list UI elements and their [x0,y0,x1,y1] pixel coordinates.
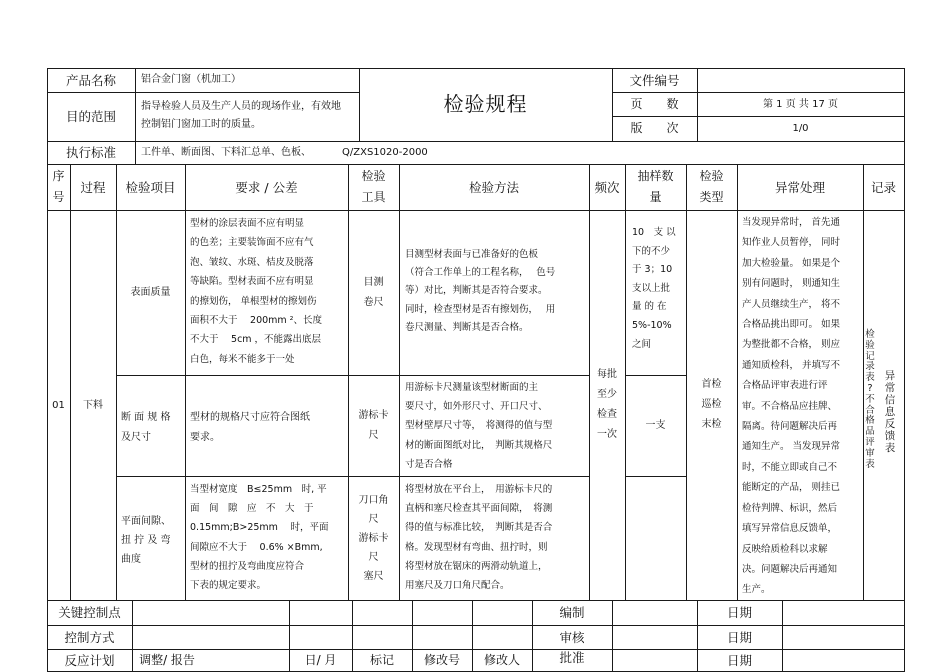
row-no: 01 [52,399,65,411]
rule-col-tool [399,164,400,600]
row1-requirement: 型材的涂层表面不应有明显 的色差；主要装饰面不应有气 泡、皱纹、水斑、桔皮及脱落 等缺陷。型材表面不应有明显 的擦划伤， 单根型材的擦划伤 面积不大于 200mm ²、长度 不大于 5cm ，不能露出底层 白色，每米不能多于一处 [190,218,322,365]
change-no-label: 修改号 [423,652,460,667]
doc-no-value [697,68,904,92]
frequency-cell: 每批 至少 检查 一次 [597,369,617,440]
rule-col-abnormal [863,164,864,600]
rule-col-item [185,164,186,600]
mark-label: 标记 [369,652,394,667]
date-label-approve: 日期 [726,652,752,668]
rule-foot-h [782,600,783,672]
page-value: 第 1 页 共 17 页 [763,98,838,110]
report-label: 调整/ 报告 [139,652,195,667]
key-point-label: 关键控制点 [58,605,121,620]
control-method-label: 控制方式 [64,629,115,645]
standard-label: 执行标准 [65,145,116,160]
row1-method: 目测型材表面与已准备好的色板 （符合工作单上的工程名称， 色号 等）对比，判断其是否符合要求。 同时，检查型材是否有擦划伤， 用 卷尺测量、判断其是否合格。 [405,249,556,333]
row1-item: 表面质量 [130,287,171,298]
rule-hdr-label [135,68,136,141]
standard-value: 工件单、断面图、下料汇总单、色板、 [141,147,311,158]
row2-item: 断 面 规 格 及尺寸 [121,412,171,443]
col-header-no: 序 号 [52,169,65,204]
product-name-value: 铝合金门窗（机加工） [141,74,241,85]
review-label: 审核 [559,629,585,645]
version-value: 1/0 [792,123,809,134]
approve-label: 批准 [559,649,585,665]
page-label: 页 数 [630,96,679,111]
doc-no-label: 文件编号 [629,72,680,88]
feedback-form-label: 异 常 信 息 反 馈 表 [884,370,896,454]
col-header-frequency: 频次 [594,179,620,195]
rule-std-label [135,141,136,164]
abnormal-handling-text: 当发现异常时， 首先通 知作业人员暂停， 同时 加大检验量。 如果是个 别有问题时， 则通知生 产人员继续生产， 将不 合格品挑出即可。 如果 为整批都不合格， 则应 通知质检科， 并填写不 合格品评审表进行评 审。不合格品应挂牌、 隔离。待问题解决后再 通知生产。 当发现异常 时，不能立即或自己不 能断定的产品， 则挂已 检待判牌、标识，然后 填写异常信息反馈单， 反映给质检科以求解 决。问题解决后再通知 生产。 [742,217,841,596]
col-header-method: 检验方法 [468,179,519,195]
rule-foot-f [612,600,613,672]
row2-sample: 一支 [645,420,666,431]
row3-item: 平面间隙、 扭 拧 及 弯 曲度 [121,516,171,565]
reaction-plan-label: 反应计划 [64,652,115,668]
col-header-type: 检验 类型 [699,169,724,204]
col-header-item: 检验项目 [125,179,176,195]
row3-tool: 刀口角 尺 游标卡 尺 塞尺 [358,494,389,582]
row3-method: 将型材放在平台上， 用游标卡尺的 直柄和塞尺检查其平面间隙， 将测 得的值与标准比较， 判断其是否合 格。发现型材有弯曲、扭拧时，则 将型材放在锯床的两滑动轨道上， 用塞尺及刀口角尺配合。 [405,484,553,592]
row2-tool: 游标卡 尺 [358,409,389,441]
row1-tool: 目测 卷尺 [363,276,384,308]
record-form-list: 检 验 记 录 表 ? 不 合 格 品 评 审 表 [865,329,875,470]
row3-sample [625,476,686,600]
rule-h3 [47,141,905,142]
row2-requirement: 型材的规格尺寸应符合图纸 要求。 [190,412,310,443]
purpose-label: 目的范围 [65,109,116,124]
date-label-compile: 日期 [726,605,752,620]
compile-label: 编制 [559,605,585,620]
inspection-type-cell: 首检 巡检 末检 [701,379,722,430]
col-header-tool: 检验 工具 [361,169,386,204]
version-label: 版 次 [630,121,679,135]
col-header-abnormal: 异常处理 [774,179,825,195]
col-header-requirement: 要求 / 公差 [235,179,298,195]
rule-col-type [737,164,738,600]
col-header-process: 过程 [80,179,106,195]
date-label-review: 日期 [726,629,752,645]
row2-method: 用游标卡尺测量该型材断面的主 要尺寸，如外形尺寸、开口尺寸、 型材壁厚尺寸等， 将测得的值与型 材的断面图纸对比， 判断其规格尺 寸是否合格 [405,382,553,470]
row-process: 下料 [83,399,103,411]
row1-sample: 10 支 以 下的不少 于 3；10 支以上批 量 的 在 5%-10% 之间 [632,227,676,350]
date-month-label: 日/ 月 [304,652,337,667]
purpose-value: 指导检验人员及生产人员的现场作业，有效地 控制铝门窗加工时的质量。 [141,101,341,130]
changer-label: 修改人 [483,652,520,667]
standard-code: Q/ZXS1020-2000 [342,147,428,158]
document-title: 检验规程 [443,92,528,116]
rule-right [904,68,905,672]
col-header-sample: 抽样数 量 [637,169,674,204]
row3-requirement: 当型材宽度 B≤25mm 时, 平 面 间 隙 应 不 大 于 0.15mm;B>25mm 时，平面 间隙应不大于 0.6% ×Bmm, 型材的扭拧及弯曲度应符合 下表的规定要求。 [190,484,329,592]
col-header-record: 记录 [870,179,896,195]
product-name-label: 产品名称 [65,72,116,88]
